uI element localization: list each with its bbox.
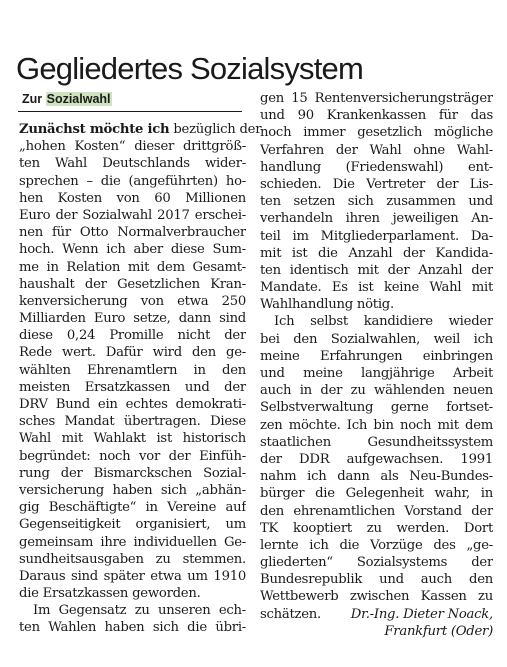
- text-line: rung der Bismarckschen Sozial-: [19, 465, 246, 481]
- text-line: mit ist die Anzahl der Kandida-: [260, 245, 493, 261]
- text-line: nahm ich dann als Neu-Bundes-: [260, 469, 493, 485]
- text-line: Selbstverwaltung gerne fortset-: [260, 400, 493, 416]
- text-line: begründet: noch vor der Einfüh-: [19, 448, 246, 464]
- text-line: verhandeln ihren jeweiligen An-: [260, 211, 493, 227]
- text-line: Mandate. Es ist keine Wahl mit: [260, 280, 493, 296]
- text-line: gig Beschäftigte“ in Vereine auf: [19, 500, 246, 516]
- text-line: Euro der Sozialwahl 2017 erschei-: [19, 207, 246, 223]
- closing-text: schätzen.: [260, 606, 321, 622]
- text-line: kenversicherung von etwa 250: [19, 293, 246, 309]
- text-line: Wahl mit Wahlakt ist historisch: [19, 431, 246, 447]
- text-column-right: [260, 90, 493, 640]
- text-line: TK kooptiert zu werden. Dort: [260, 520, 493, 536]
- text-line: bürger die Gelegenheit wahr, in: [260, 486, 493, 502]
- text-line: sprechen – die (angeführten) ho-: [19, 173, 246, 189]
- text-line: ten Wahl Deutschlands wider-: [19, 156, 246, 172]
- text-line: die Ersatzkassen geworden.: [19, 586, 201, 602]
- text-line: den ehrenamtlichen Vorstand der: [260, 503, 493, 519]
- text-line: nen für Otto Normalverbraucher: [19, 225, 246, 241]
- text-line: gen 15 Rentenversicherungsträger: [260, 91, 493, 106]
- text-line: handlung (Friedenswahl) ent-: [260, 159, 493, 175]
- text-line: diese 0,24 Promille nicht der: [19, 328, 246, 344]
- text-line: Verfahren der Wahl ohne Wahl-: [260, 142, 493, 158]
- text-line: ten Wahlen haben sich die übri-: [19, 620, 246, 636]
- text-line: ten identisch mit der Anzahl der: [260, 262, 493, 278]
- text-line: staatlichen Gesundheitssystem: [260, 434, 493, 450]
- kicker-prefix: Zur: [22, 92, 46, 106]
- kicker-topic-highlight: Sozialwahl: [46, 92, 111, 106]
- text-line: Daraus sind später etwa um 1910: [19, 568, 246, 584]
- text-line: Wettbewerb zwischen Kassen zu: [260, 589, 493, 605]
- text-line: Bundesrepublik und auch den: [260, 572, 493, 588]
- text-line: Rede wert. Dafür wird den ge-: [19, 345, 246, 361]
- text-line: zen möchte. Ich bin noch mit dem: [260, 417, 493, 433]
- text-line: Ich selbst kandidiere wieder: [274, 314, 493, 330]
- text-line: wählten Ehrenamtlern in den: [19, 362, 246, 378]
- author-location: Frankfurt (Oder): [384, 623, 493, 639]
- text-line: gliederten“ Sozialsystems der: [260, 555, 493, 571]
- text-line: und meine langjährige Arbeit: [260, 366, 493, 381]
- kicker-divider: [18, 111, 242, 112]
- text-line: schieden. Die Vertreter der Lis-: [260, 176, 493, 192]
- text-line: meine Erfahrungen einbringen: [260, 348, 493, 364]
- page-title: Gegliedertes Sozialsystem: [16, 50, 363, 86]
- text-line: sundheitsausgaben zu stemmen.: [19, 551, 246, 567]
- author-name: Dr.-Ing. Dieter Noack,: [350, 606, 493, 622]
- text-line: lernte ich die Vorzüge des „ge-: [260, 537, 493, 553]
- text-line: „hohen Kosten“ dieser drittgröß-: [19, 139, 246, 155]
- text-line-signature: [260, 606, 493, 623]
- text-column-left: [19, 121, 262, 637]
- text-line: Wahlhandlung nötig.: [260, 297, 394, 313]
- text-line: Im Gegensatz zu unseren ech-: [33, 603, 246, 619]
- text-line: und 90 Krankenkassen für das: [260, 108, 493, 124]
- lead-in: Zunächst möchte ich: [19, 122, 170, 137]
- text-line: auch in der zu wählenden neuen: [260, 383, 493, 399]
- text-line: noch immer gesetzlich mögliche: [260, 125, 493, 141]
- text-line: bei den Sozialwahlen, weil ich: [260, 331, 493, 347]
- text-line: der DDR aufgewachsen. 1991: [260, 451, 493, 467]
- text-line: hoch. Wenn ich aber diese Sum-: [19, 242, 246, 258]
- topic-kicker: [22, 91, 112, 107]
- text-line: hen Kosten von 60 Millionen: [19, 190, 246, 206]
- text-line: Gegenseitigkeit organisiert, um: [19, 517, 246, 533]
- text-line: Zunächst möchte ich bezüglich der: [19, 122, 262, 137]
- text-line: meisten Ersatzkassen und der: [19, 379, 246, 395]
- text-line: haushalt der Gesetzlichen Kran-: [19, 276, 246, 292]
- text-line: teil im Mitgliederparlament. Da-: [260, 228, 493, 244]
- text-line: sches Mandat übertragen. Diese: [19, 414, 246, 430]
- text-line: versicherung haben sich „abhän-: [19, 482, 246, 498]
- text-line: Milliarden Euro setze, dann sind: [19, 311, 246, 327]
- text-line: DRV Bund ein echtes demokrati-: [19, 397, 246, 412]
- text-line: ten setzen sich zusammen und: [260, 194, 493, 210]
- text-line: me in Relation mit dem Gesamt-: [19, 259, 246, 275]
- text-line: gemeinsam ihre individuellen Ge-: [19, 534, 246, 550]
